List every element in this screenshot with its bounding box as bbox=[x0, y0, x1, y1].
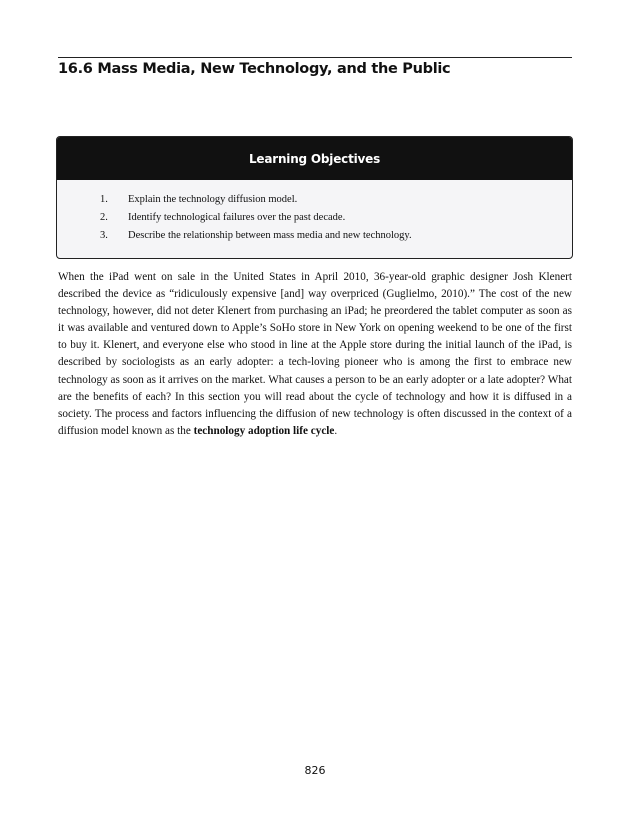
learning-objectives-box bbox=[56, 136, 573, 259]
learning-objectives-heading: Learning Objectives bbox=[57, 137, 572, 180]
body-text: When the iPad went on sale in the United States in April 2010, 36-year-old graphic designer Josh Klenert described the device as “ridiculously expensive [and] way overpriced (Guglielmo, 2010).” The cost of the new technology, however, did not deter Klenert from purchasing an iPad; he preordered the tablet computer as soon as it was available and ventured down to Apple’s SoHo store in New York on opening weekend to be one of the first to buy it. Klenert, and everyone else who stood in line at the Apple store during the initial launch of the iPad, is described by sociologists as an early adopter: a tech-loving pioneer who is among the first to embrace new technology as soon as it arrives on the market. What causes a person to be an early adopter or a late adopter? What are the benefits of each? In this section you will read about the cycle of technology and how it is diffused in a society. The process and factors influencing the diffusion of new technology is often discussed in the context of a diffusion model known as the bbox=[58, 271, 572, 437]
objective-text: Identify technological failures over the past decade. bbox=[128, 212, 346, 223]
section-title: 16.6 Mass Media, New Technology, and the Public bbox=[58, 61, 451, 77]
page-number: 826 bbox=[304, 764, 326, 777]
objective-item bbox=[57, 191, 572, 209]
objective-text: Explain the technology diffusion model. bbox=[128, 194, 298, 205]
learning-objectives-list bbox=[57, 191, 572, 245]
objective-number: 2. bbox=[100, 212, 108, 223]
top-rule bbox=[58, 57, 572, 58]
body-text-end: . bbox=[334, 424, 338, 437]
objective-item bbox=[57, 209, 572, 227]
objective-item bbox=[57, 227, 572, 245]
key-term: technology adoption life cycle bbox=[193, 424, 335, 437]
objective-number: 1. bbox=[100, 194, 108, 205]
body-paragraph bbox=[58, 269, 572, 440]
objective-number: 3. bbox=[100, 230, 108, 241]
objective-text: Describe the relationship between mass media and new technology. bbox=[128, 230, 412, 241]
